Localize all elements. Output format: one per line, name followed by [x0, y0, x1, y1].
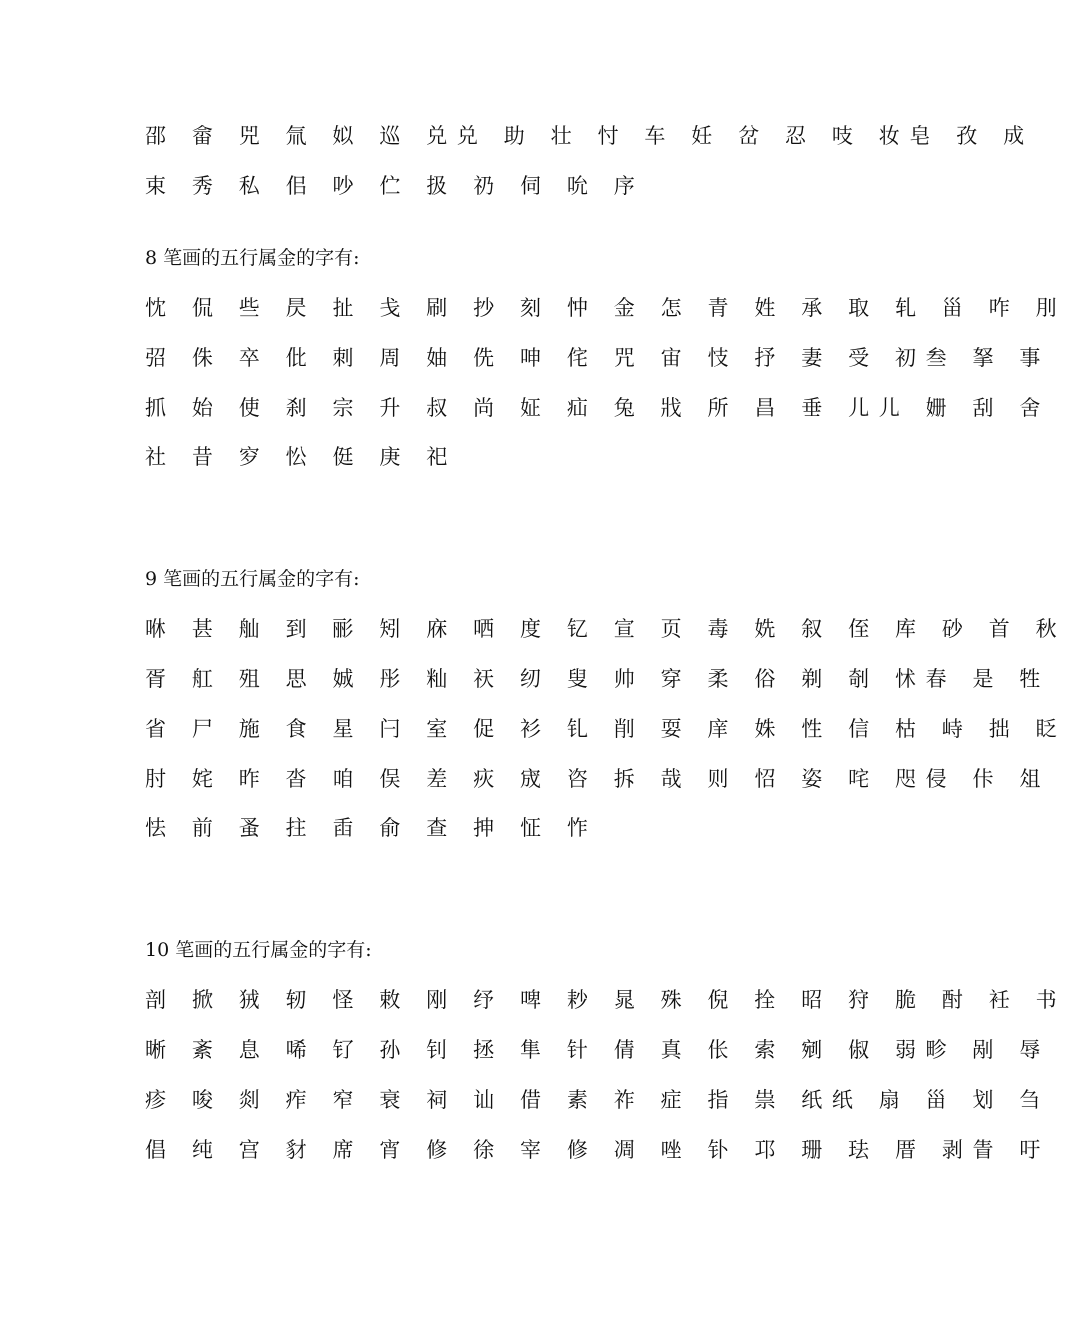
section-heading-9-strokes: 9 笔画的五行属金的字有:	[145, 568, 360, 590]
char-line: 剖 掀 狨 轫 怪 敕 刚 纾 啤 耖 晁 殊 倪 拴 昭 狩 脆 酎 衽 书	[145, 988, 1066, 1012]
char-line: 抓 始 使 刹 宗 升 叔 尚 姃 疝 兔 戕 所 昌 垂 儿儿 姗 刮 舍	[145, 396, 1050, 420]
char-line: 弨 侏 卒 仳 刺 周 妯 侁 呻 侘 咒 宙 忮 抒 妻 受 初叁 拏 事	[145, 346, 1050, 370]
char-line: 咻 甚 舢 到 彨 矧 庥 哂 度 钇 宣 页 毒 姺 叙 侄 库 砂 首 秋	[145, 617, 1066, 641]
char-line: 束 秀 私 佀 吵 伫 扱 礽 伺 吮 序	[145, 174, 645, 198]
char-line: 晰 紊 息 唏 钌 孙 钊 拯 隼 针 倩 真 伥 索 剜 俶 弱畛 剐 辱	[145, 1038, 1050, 1062]
char-line: 省 尸 施 食 星 闩 室 促 衫 钆 削 耍 庠 姝 性 信 枯 峙 拙 眨	[145, 717, 1066, 741]
char-line: 邵 畲 兕 氚 姒 巡 兑兑 助 壮 忖 车 妊 岔 忍 吱 妆皂 孜 成	[145, 124, 1034, 148]
char-line: 社 昔 穸 忪 侹 庚 祀	[145, 445, 457, 469]
char-line: 胥 舡 殂 思 娍 彤 籼 祆 纫 叟 帅 穿 柔 俗 剃 剞 怵春 是 牲	[145, 667, 1050, 691]
section-heading-10-strokes: 10 笔画的五行属金的字有:	[145, 939, 372, 961]
char-line: 倡 纯 宫 豺 席 宵 修 徐 宰 修 凋 唑 钋 邛 珊 珐 厝 剥眚 吁	[145, 1138, 1050, 1162]
char-line: 忱 侃 些 昃 扯 戋 刷 抄 刻 忡 金 怎 青 姓 承 取 轧 甾 咋 刖	[145, 296, 1066, 320]
char-line: 疹 唆 剡 痄 窄 衰 祠 讪 借 素 祚 症 指 祟 纸纸 扇 甾 划 刍	[145, 1088, 1050, 1112]
char-line: 怯 前 蚤 拄 臿 俞 查 抻 怔 怍	[145, 816, 598, 840]
section-heading-8-strokes: 8 笔画的五行属金的字有:	[145, 247, 360, 269]
char-line: 肘 姹 昨 沓 咱 俣 差 疢 宬 咨 拆 哉 则 怊 姿 咤 咫侵 佧 俎	[145, 767, 1050, 791]
